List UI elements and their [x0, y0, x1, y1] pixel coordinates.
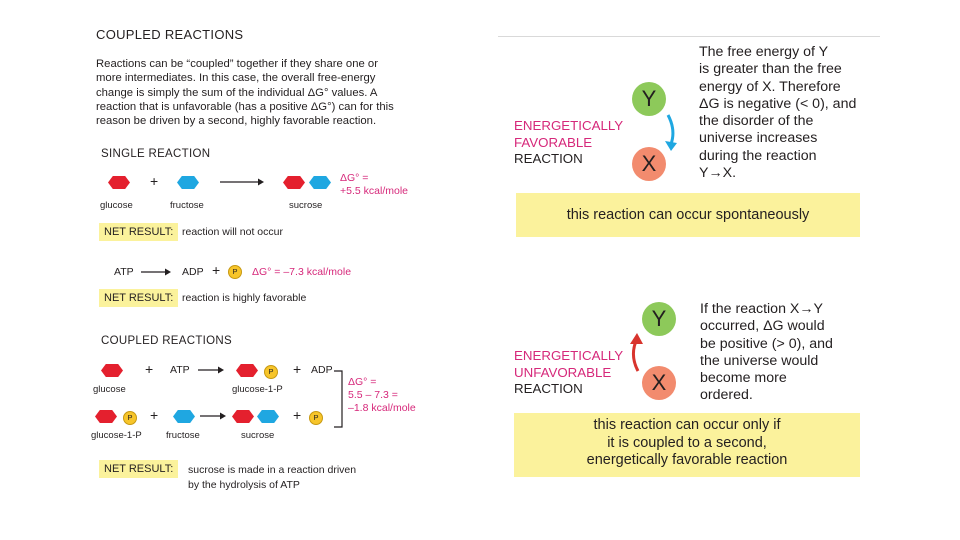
spontaneous-box: this reaction can occur spontaneously [516, 193, 860, 237]
delta-g-line: ΔG° = [340, 172, 369, 184]
box-line: it is coupled to a second, [607, 434, 767, 451]
reaction-arrow [198, 364, 224, 376]
net-result-line: by the hydrolysis of ATP [188, 479, 300, 491]
downward-arrow-icon [662, 112, 680, 152]
glucose-1-p-molecule [95, 410, 117, 423]
label-line: REACTION [514, 381, 583, 396]
label-line: FAVORABLE [514, 134, 593, 150]
explanation-line: Y→X. [699, 165, 737, 182]
reaction-arrow [220, 176, 264, 188]
explanation-line: universe increases [699, 130, 818, 147]
explanation-line: energy of X. Therefore [699, 78, 841, 95]
y-state-circle: Y [642, 302, 676, 336]
fructose-molecule [173, 410, 195, 423]
box-line: this reaction can occur only if [593, 417, 781, 433]
phosphate-icon: P [309, 411, 323, 425]
phosphate-icon: P [264, 365, 278, 379]
intro-line: Reactions can be “coupled” together if they share one or [96, 58, 378, 70]
atp-label: ATP [114, 266, 134, 278]
net-result-text: reaction will not occur [182, 226, 283, 238]
favorable-explanation [699, 44, 856, 182]
explanation-line: occurred, ΔG would [700, 318, 825, 335]
box-line: energetically favorable reaction [586, 452, 788, 468]
x-state-circle: X [642, 366, 676, 400]
net-result-label: NET RESULT: [99, 223, 178, 241]
explanation-line: during the reaction [699, 147, 817, 164]
sucrose-fructose-part [309, 176, 331, 189]
bracket [334, 370, 344, 428]
plus-sign: + [293, 407, 302, 423]
intro-line: more intermediates. In this case, the overall free-energy [96, 72, 376, 85]
glucose-label: glucose [93, 384, 126, 395]
atp-label: ATP [170, 364, 190, 376]
intro-paragraph [96, 57, 394, 128]
explanation-line: The free energy of Y [699, 44, 829, 60]
net-result-text [188, 463, 356, 493]
explanation-line: become more [700, 370, 787, 387]
intro-line: change is simply the sum of the individual ΔG° values. A [96, 86, 378, 99]
explanation-line: the disorder of the [699, 113, 814, 130]
upward-arrow-icon [628, 330, 646, 374]
net-result-label: NET RESULT: [99, 289, 178, 307]
glucose-1-p-label: glucose-1-P [91, 430, 142, 441]
unfavorable-reaction-label [514, 348, 623, 398]
explanation-line: If the reaction X→Y [700, 301, 824, 317]
intro-line: reason be driven by a second, highly favorable reaction. [96, 115, 377, 128]
adp-label: ADP [182, 266, 204, 278]
sucrose-label: sucrose [241, 430, 275, 441]
y-state-circle: Y [632, 82, 666, 116]
delta-g-line: +5.5 kcal/mole [340, 185, 408, 197]
page-title: COUPLED REACTIONS [96, 27, 244, 42]
plus-sign: + [212, 262, 221, 278]
plus-sign: + [293, 361, 302, 377]
explanation-line: ΔG is negative (< 0), and [699, 95, 857, 112]
coupled-only-box [514, 413, 860, 477]
sucrose-fructose-part [257, 410, 279, 423]
delta-g-single [340, 172, 408, 198]
plus-sign: + [150, 407, 159, 423]
glucose-molecule [108, 176, 130, 189]
favorable-reaction-label [514, 118, 623, 168]
adp-label: ADP [311, 364, 333, 376]
fructose-molecule [177, 176, 199, 189]
explanation-line: is greater than the free [699, 61, 842, 78]
glucose-1-p-molecule [236, 364, 258, 377]
x-state-circle: X [632, 147, 666, 181]
explanation-line: ordered. [700, 387, 753, 404]
glucose-molecule [101, 364, 123, 377]
delta-g-atp: ΔG° = –7.3 kcal/mole [252, 266, 352, 278]
label-line: ENERGETICALLY [514, 118, 624, 133]
reaction-arrow [141, 266, 171, 278]
net-result-line: sucrose is made in a reaction driven [188, 464, 357, 476]
label-line: UNFAVORABLE [514, 364, 612, 380]
single-reaction-title: SINGLE REACTION [101, 148, 211, 160]
delta-g-coupled [348, 376, 416, 415]
divider [498, 36, 880, 37]
plus-sign: + [150, 173, 159, 189]
phosphate-icon: P [228, 265, 242, 279]
fructose-label: fructose [170, 200, 204, 211]
plus-sign: + [145, 361, 154, 377]
label-line: ENERGETICALLY [514, 348, 624, 363]
glucose-1-p-label: glucose-1-P [232, 384, 283, 395]
fructose-label: fructose [166, 430, 200, 441]
explanation-line: the universe would [700, 352, 819, 369]
sucrose-glucose-part [232, 410, 254, 423]
unfavorable-explanation [700, 301, 833, 405]
explanation-line: be positive (> 0), and [700, 335, 833, 352]
phosphate-icon: P [123, 411, 137, 425]
sucrose-glucose-part [283, 176, 305, 189]
delta-g-line: –1.8 kcal/mole [348, 402, 416, 414]
delta-g-line: 5.5 – 7.3 = [348, 389, 398, 401]
delta-g-line: ΔG° = [348, 376, 377, 388]
net-result-label: NET RESULT: [99, 460, 178, 478]
label-line: REACTION [514, 151, 583, 166]
sucrose-label: sucrose [289, 200, 323, 211]
coupled-reactions-title: COUPLED REACTIONS [101, 335, 232, 347]
reaction-arrow [200, 410, 226, 422]
intro-line: reaction that is unfavorable (has a positive ΔG°) can for this [96, 100, 394, 113]
glucose-label: glucose [100, 200, 133, 211]
net-result-text: reaction is highly favorable [182, 292, 307, 304]
